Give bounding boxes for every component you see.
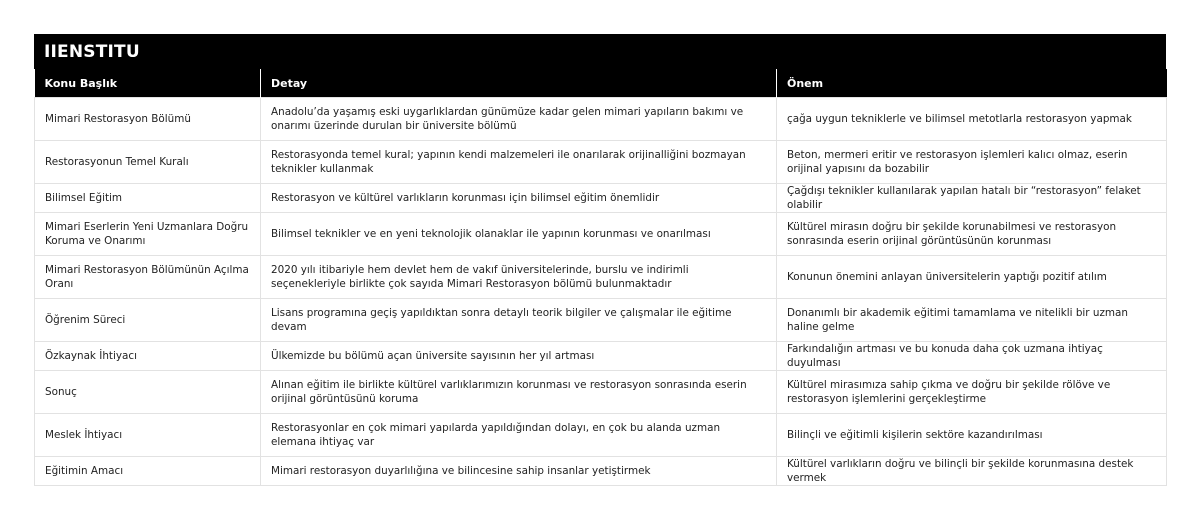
cell-topic: Öğrenim Süreci — [35, 299, 261, 342]
cell-importance: Donanımlı bir akademik eğitimi tamamlama ve nitelikli bir uzman haline gelme — [777, 299, 1167, 342]
table-row — [35, 98, 1167, 141]
table-row — [35, 299, 1167, 342]
cell-detail: Mimari restorasyon duyarlılığına ve bilincesine sahip insanlar yetiştirmek — [261, 457, 777, 486]
cell-topic: Özkaynak İhtiyacı — [35, 342, 261, 371]
cell-detail: Ülkemizde bu bölümü açan üniversite sayısının her yıl artması — [261, 342, 777, 371]
cell-importance: Kültürel varlıkların doğru ve bilinçli bir şekilde korunmasına destek vermek — [777, 457, 1167, 486]
table-row — [35, 141, 1167, 184]
cell-importance: Kültürel mirasımıza sahip çıkma ve doğru bir şekilde rölöve ve restorasyon işlemlerini gerçekleştirme — [777, 371, 1167, 414]
cell-topic: Mimari Restorasyon Bölümünün Açılma Oranı — [35, 256, 261, 299]
column-header-importance: Önem — [777, 69, 1167, 98]
cell-topic: Restorasyonun Temel Kuralı — [35, 141, 261, 184]
cell-detail: 2020 yılı itibariyle hem devlet hem de vakıf üniversitelerinde, burslu ve indirimli seçenekleriyle birlikte çok sayıda Mimari Restorasyon bölümü bulunmaktadır — [261, 256, 777, 299]
cell-topic: Sonuç — [35, 371, 261, 414]
cell-detail: Restorasyonda temel kural; yapının kendi malzemeleri ile onarılarak orijinalliğini bozmayan teknikler kullanmak — [261, 141, 777, 184]
cell-detail: Lisans programına geçiş yapıldıktan sonra detaylı teorik bilgiler ve çalışmalar ile eğitime devam — [261, 299, 777, 342]
cell-importance: Farkındalığın artması ve bu konuda daha çok uzmana ihtiyaç duyulması — [777, 342, 1167, 371]
cell-importance: Konunun önemini anlayan üniversitelerin yaptığı pozitif atılım — [777, 256, 1167, 299]
table-row — [35, 256, 1167, 299]
cell-topic: Meslek İhtiyacı — [35, 414, 261, 457]
table-row — [35, 457, 1167, 486]
cell-detail: Restorasyon ve kültürel varlıkların korunması için bilimsel eğitim önemlidir — [261, 184, 777, 213]
content-table-card — [34, 34, 1166, 486]
table-row — [35, 184, 1167, 213]
table-header — [35, 69, 1167, 98]
cell-topic: Mimari Restorasyon Bölümü — [35, 98, 261, 141]
table-row — [35, 414, 1167, 457]
cell-topic: Bilimsel Eğitim — [35, 184, 261, 213]
table-row — [35, 213, 1167, 256]
cell-topic: Eğitimin Amacı — [35, 457, 261, 486]
cell-importance: Çağdışı teknikler kullanılarak yapılan hatalı bir “restorasyon” felaket olabilir — [777, 184, 1167, 213]
column-header-topic: Konu Başlık — [35, 69, 261, 98]
cell-detail: Restorasyonlar en çok mimari yapılarda yapıldığından dolayı, en çok bu alanda uzman elemana ihtiyaç var — [261, 414, 777, 457]
cell-importance: Kültürel mirasın doğru bir şekilde korunabilmesi ve restorasyon sonrasında eserin orijinal görüntüsünün korunması — [777, 213, 1167, 256]
table-row — [35, 371, 1167, 414]
header-row — [35, 69, 1167, 98]
table-row — [35, 342, 1167, 371]
info-table — [34, 69, 1167, 486]
cell-detail: Alınan eğitim ile birlikte kültürel varlıklarımızın korunması ve restorasyon sonrasında eserin orijinal görüntüsünü koruma — [261, 371, 777, 414]
table-body — [35, 98, 1167, 486]
cell-importance: Bilinçli ve eğitimli kişilerin sektöre kazandırılması — [777, 414, 1167, 457]
brand-logo-text: IIENSTITU — [44, 41, 140, 62]
column-header-detail: Detay — [261, 69, 777, 98]
cell-topic: Mimari Eserlerin Yeni Uzmanlara Doğru Koruma ve Onarımı — [35, 213, 261, 256]
cell-importance: çağa uygun tekniklerle ve bilimsel metotlarla restorasyon yapmak — [777, 98, 1167, 141]
cell-detail: Bilimsel teknikler ve en yeni teknolojik olanaklar ile yapının korunması ve onarılması — [261, 213, 777, 256]
brand-header — [34, 34, 1166, 69]
cell-importance: Beton, mermeri eritir ve restorasyon işlemleri kalıcı olmaz, eserin orijinal yapısını da bozabilir — [777, 141, 1167, 184]
cell-detail: Anadolu’da yaşamış eski uygarlıklardan günümüze kadar gelen mimari yapıların bakımı ve onarımı üzerinde durulan bir üniversite bölümü — [261, 98, 777, 141]
